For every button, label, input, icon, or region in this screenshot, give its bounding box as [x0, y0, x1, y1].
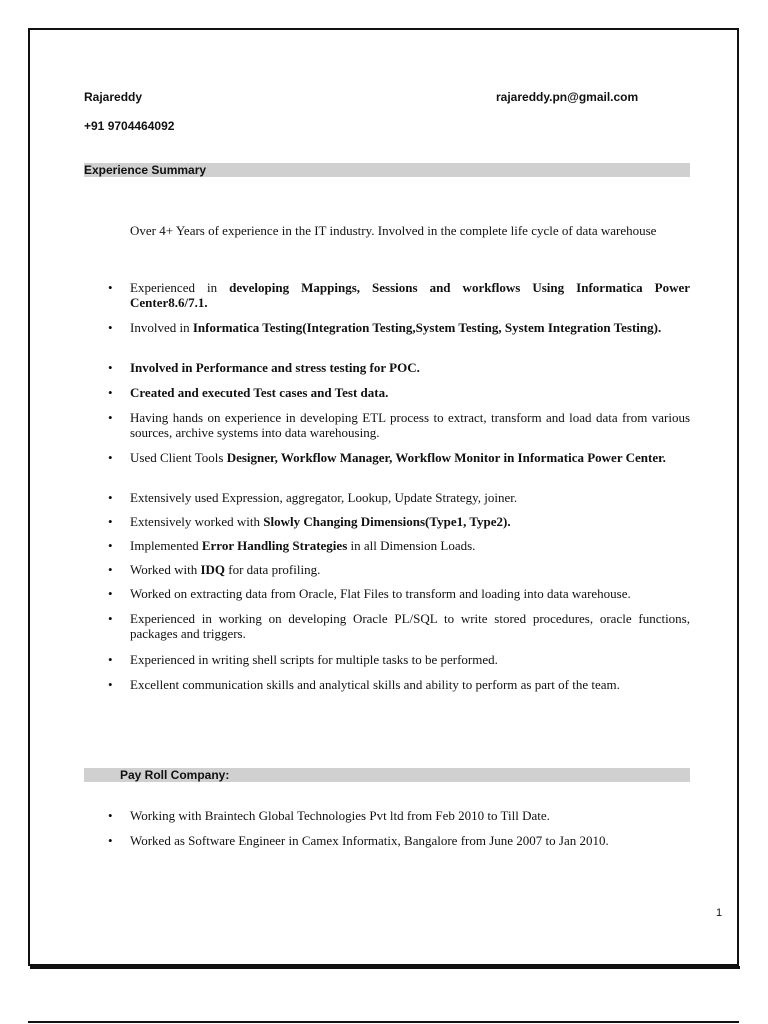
experience-item — [108, 450, 690, 465]
item-emphasis: IDQ — [200, 562, 226, 577]
bullet-icon: • — [108, 586, 113, 601]
item-text: Extensively worked with — [130, 514, 264, 529]
experience-item — [108, 385, 690, 400]
candidate-name: Rajareddy — [84, 90, 143, 104]
bullet-icon: • — [108, 385, 113, 400]
item-emphasis: Slowly Changing Dimensions(Type1, Type2). — [263, 514, 511, 529]
experience-item — [108, 538, 690, 553]
experience-item — [108, 611, 690, 641]
item-text: Worked with — [130, 562, 201, 577]
experience-item — [108, 490, 690, 505]
item-text: Worked on extracting data from Oracle, Flat Files to transform and loading into data warehouse. — [130, 586, 631, 601]
experience-item — [108, 652, 690, 667]
experience-item — [108, 586, 690, 601]
experience-item — [108, 360, 690, 375]
item-emphasis: Involved in Performance and stress testing for POC. — [130, 360, 420, 375]
item-emphasis: Created and executed Test cases and Test data. — [130, 385, 389, 400]
experience-item — [108, 410, 690, 440]
item-text: Excellent communication skills and analytical skills and ability to perform as part of the team. — [130, 677, 620, 692]
candidate-email: rajareddy.pn@gmail.com — [496, 90, 639, 104]
item-text: Implemented — [130, 538, 202, 553]
bullet-icon: • — [108, 833, 113, 848]
experience-summary-heading: Experience Summary — [84, 163, 690, 177]
bullet-icon: • — [108, 360, 113, 375]
payroll-item — [108, 808, 690, 823]
experience-item — [108, 320, 690, 335]
item-text-tail: in all Dimension Loads. — [347, 538, 476, 553]
bullet-icon: • — [108, 514, 113, 529]
bullet-icon: • — [108, 611, 113, 626]
bullet-icon: • — [108, 320, 113, 335]
item-text: Experienced in — [130, 280, 230, 295]
item-text: Used Client Tools — [130, 450, 227, 465]
item-text: Having hands on experience in developing ETL process to extract, transform and load data from various sources, archive systems into data warehousing. — [130, 410, 690, 440]
page-number: 1 — [716, 907, 723, 919]
item-text: Involved in — [130, 320, 193, 335]
item-text-tail: for data profiling. — [225, 562, 321, 577]
bullet-icon: • — [108, 677, 113, 692]
next-page-edge — [28, 1021, 739, 1023]
payroll-heading: Pay Roll Company: — [84, 768, 690, 782]
item-emphasis: Informatica Testing(Integration Testing,System Testing, System Integration Testing). — [192, 320, 662, 335]
bullet-icon: • — [108, 562, 113, 577]
item-text: Extensively used Expression, aggregator, Lookup, Update Strategy, joiner. — [130, 490, 518, 505]
item-text: Worked as Software Engineer in Camex Informatix, Bangalore from June 2007 to Jan 2010. — [130, 833, 609, 848]
bullet-icon: • — [108, 490, 113, 505]
item-emphasis: developing Mappings, Sessions and workflows Using Informatica Power Center8.6/7.1. — [130, 280, 690, 310]
payroll-item — [108, 833, 690, 848]
bullet-icon: • — [108, 808, 113, 823]
page-shadow — [30, 966, 740, 969]
bullet-icon: • — [108, 280, 113, 295]
item-text: Experienced in writing shell scripts for multiple tasks to be performed. — [130, 652, 498, 667]
bullet-icon: • — [108, 410, 113, 425]
experience-item — [108, 562, 690, 577]
item-text: Working with Braintech Global Technologies Pvt ltd from Feb 2010 to Till Date. — [130, 808, 550, 823]
bullet-icon: • — [108, 538, 113, 553]
experience-intro: Over 4+ Years of experience in the IT industry. Involved in the complete life cycle of data warehouse — [130, 223, 657, 238]
experience-item — [108, 514, 690, 529]
experience-item — [108, 280, 690, 310]
item-emphasis: Error Handling Strategies — [201, 538, 348, 553]
item-emphasis: Designer, Workflow Manager, Workflow Monitor in Informatica Power Center. — [226, 450, 666, 465]
candidate-phone: +91 9704464092 — [84, 119, 175, 133]
bullet-icon: • — [108, 450, 113, 465]
bullet-icon: • — [108, 652, 113, 667]
experience-item — [108, 677, 690, 692]
item-text: Experienced in working on developing Oracle PL/SQL to write stored procedures, oracle functions, packages and triggers. — [130, 611, 690, 641]
